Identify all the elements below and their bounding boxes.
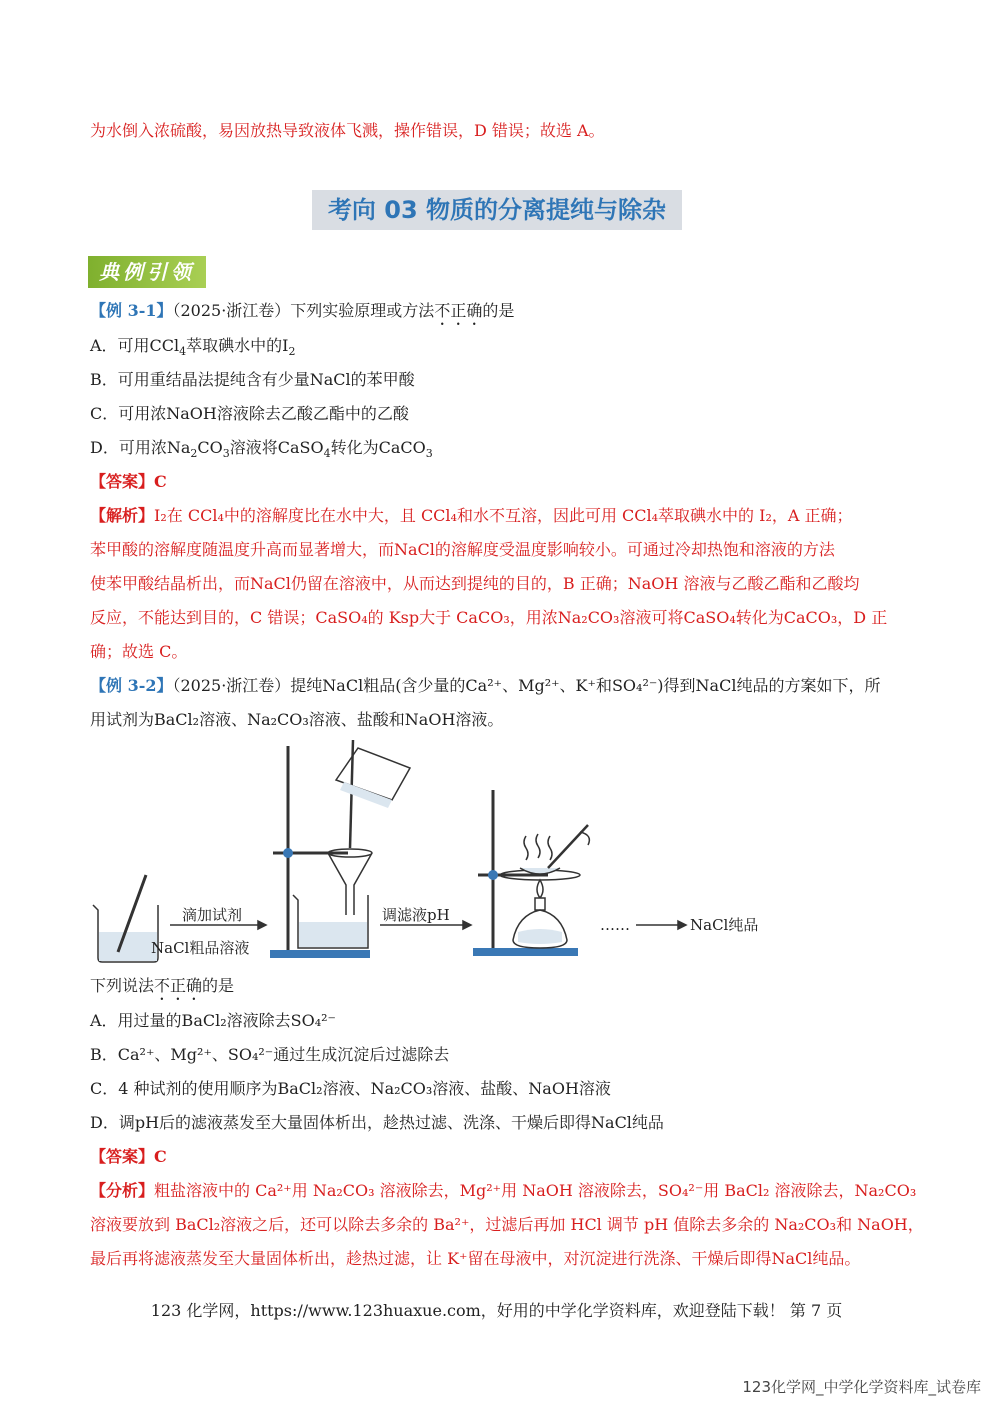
ex1-option-d-3: 溶液将CaSO xyxy=(229,438,324,457)
ex1-question xyxy=(90,300,514,329)
arrow-1-label: 滴加试剂 xyxy=(182,906,243,924)
ex1-question-a: 下列实验原理或方法 xyxy=(290,301,435,320)
ex1-option-a-sub: 4 xyxy=(179,345,187,359)
ex1-option-d xyxy=(90,437,433,459)
ex1-option-d-4: 转化为CaCO xyxy=(330,438,426,457)
ex1-analysis-label: 【解析】 xyxy=(90,506,155,525)
apparatus-figure xyxy=(88,740,778,970)
ex2-option-c: C．4 种试剂的使用顺序为BaCl₂溶液、Na₂CO₃溶液、盐酸、NaOH溶液 xyxy=(90,1079,611,1098)
label-crude: NaCl粗品溶液 xyxy=(151,939,250,957)
ex1-option-a xyxy=(90,335,296,357)
ex1-option-d-sub1: 2 xyxy=(190,447,198,461)
ex2-question-c: 的是 xyxy=(202,976,235,995)
ex1-option-d-sub3: 4 xyxy=(323,447,331,461)
ex2-intro-text-1: （2025·浙江卷）提纯NaCl粗品(含少量的Ca²⁺、Mg²⁺、K⁺和SO₄²⁻)得到NaCl纯品的方案如下，所 xyxy=(172,676,881,695)
ex2-answer-value: C xyxy=(154,1147,167,1166)
ex1-answer-value: C xyxy=(154,472,167,491)
ex1-option-a-text: A．可用CCl xyxy=(90,336,180,355)
ex2-analysis-line-1 xyxy=(90,1180,916,1202)
ex2-intro-line-1 xyxy=(90,675,880,697)
ex1-option-d-sub2: 3 xyxy=(222,447,230,461)
ex1-analysis-line-1 xyxy=(90,505,853,527)
ex2-intro-line-2: 用试剂为BaCl₂溶液、Na₂CO₃溶液、盐酸和NaOH溶液。 xyxy=(90,710,504,729)
ex1-analysis-text-1: I₂在 CCl₄中的溶解度比在水中大，且 CCl₄和水不互溶，因此可用 CCl₄萃取碘水中的 I₂，A 正确； xyxy=(154,506,853,525)
section-title: 考向 03 物质的分离提纯与除杂 xyxy=(312,190,682,230)
ex1-option-b: B．可用重结晶法提纯含有少量NaCl的苯甲酸 xyxy=(90,370,415,389)
ex2-analysis-text-1: 粗盐溶液中的 Ca²⁺用 Na₂CO₃ 溶液除去，Mg²⁺用 NaOH 溶液除去，SO₄²⁻用 BaCl₂ 溶液除去，Na₂CO₃ xyxy=(154,1181,917,1200)
continued-analysis-line: 为水倒入浓硫酸，易因放热导致液体飞溅，操作错误，D 错误；故选 A。 xyxy=(90,121,605,140)
ex1-emphasis: 不正确 xyxy=(434,301,483,320)
ex2-option-b: B．Ca²⁺、Mg²⁺、SO₄²⁻通过生成沉淀后过滤除去 xyxy=(90,1045,450,1064)
ellipsis-label: …… xyxy=(600,916,630,934)
ex1-analysis-line-3: 使苯甲酸结晶析出，而NaCl仍留在溶液中，从而达到提纯的目的，B 正确；NaOH 溶液与乙酸乙酯和乙酸均 xyxy=(90,574,860,593)
ex2-label: 【例 3-2】 xyxy=(90,676,173,695)
ex1-option-d-sub4: 3 xyxy=(425,447,433,461)
label-pure: NaCl纯品 xyxy=(690,916,759,934)
arrow-2-label: 调滤液pH xyxy=(382,906,450,924)
ex1-option-d-2: CO xyxy=(197,438,223,457)
ex2-emphasis: 不正确 xyxy=(154,976,203,995)
ex1-option-c: C．可用浓NaOH溶液除去乙酸乙酯中的乙酸 xyxy=(90,404,409,423)
ex1-answer xyxy=(90,471,167,493)
ex2-option-d: D．调pH后的滤液蒸发至大量固体析出，趁热过滤、洗涤、干燥后即得NaCl纯品 xyxy=(90,1113,664,1132)
ex2-question xyxy=(90,975,234,1004)
ex1-option-a-rest: 萃取碘水中的I xyxy=(186,336,289,355)
page-footer: 123 化学网，https://www.123huaxue.com，好用的中学化学资料库，欢迎登陆下载！ 第 7 页 xyxy=(150,1301,843,1320)
ex1-analysis-line-5: 确；故选 C。 xyxy=(90,642,188,661)
ex2-answer-label: 【答案】 xyxy=(90,1147,155,1166)
ex2-analysis-label: 【分析】 xyxy=(90,1181,155,1200)
ex2-question-a: 下列说法 xyxy=(90,976,155,995)
ex1-analysis-line-2: 苯甲酸的溶解度随温度升高而显著增大，而NaCl的溶解度受温度影响较小。可通过冷却热饱和溶液的方法 xyxy=(90,540,835,559)
ex1-source: （2025·浙江卷） xyxy=(172,301,291,320)
ex1-option-a-sub2: 2 xyxy=(288,345,296,359)
watermark: 123化学网_中学化学资料库_试卷库 xyxy=(742,1378,981,1396)
ex1-label: 【例 3-1】 xyxy=(90,301,173,320)
ex1-analysis-line-4: 反应，不能达到目的，C 错误；CaSO₄的 Ksp大于 CaCO₃，用浓Na₂CO₃溶液可将CaSO₄转化为CaCO₃，D 正 xyxy=(90,608,888,627)
ex2-answer xyxy=(90,1146,167,1168)
ex1-answer-label: 【答案】 xyxy=(90,472,155,491)
ex2-analysis-line-2: 溶液要放到 BaCl₂溶液之后，还可以除去多余的 Ba²⁺，过滤后再加 HCl 调节 pH 值除去多余的 Na₂CO₃和 NaOH， xyxy=(90,1215,924,1234)
ex1-question-c: 的是 xyxy=(482,301,515,320)
ex2-option-a: A．用过量的BaCl₂溶液除去SO₄²⁻ xyxy=(90,1011,336,1030)
ex2-analysis-line-3: 最后再将滤液蒸发至大量固体析出，趁热过滤，让 K⁺留在母液中，对沉淀进行洗涤、干燥后即得NaCl纯品。 xyxy=(90,1249,861,1268)
example-badge: 典例引领 xyxy=(88,256,206,288)
ex1-option-d-1: D．可用浓Na xyxy=(90,438,191,457)
